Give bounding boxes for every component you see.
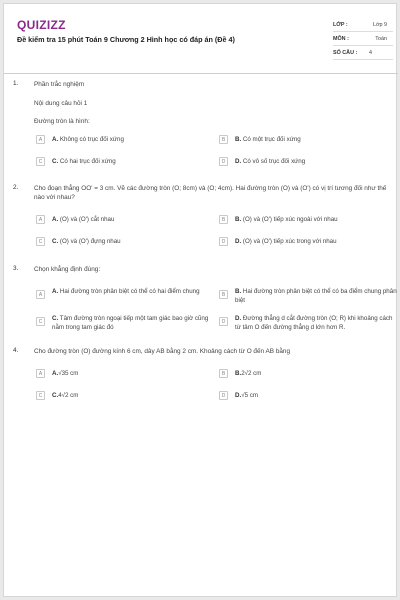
question-text: Chọn khẳng định đúng: (34, 266, 101, 273)
option-text: (O) và (O') cắt nhau (59, 216, 115, 223)
meta-value: 4 (369, 50, 372, 56)
option-key: B. (235, 370, 242, 377)
option-letter-box: C (36, 391, 45, 400)
option-letter-box: C (36, 317, 45, 326)
page-title: Đề kiểm tra 15 phút Toán 9 Chương 2 Hình học có đáp án (Đề 4) (17, 35, 235, 44)
option-letter-box: C (36, 237, 45, 246)
option-key: D. (235, 158, 242, 165)
option-text: Hai đường tròn phân biệt có thể có ba điểm chung phân biệt (235, 288, 397, 304)
option-letter-box: B (219, 135, 228, 144)
option-key: D. (235, 392, 242, 399)
question-text: Cho đường tròn (O) đường kính 6 cm, dây AB bằng 2 cm. Khoảng cách từ O đến AB bằng (34, 348, 291, 355)
option-letter-box: A (36, 215, 45, 224)
option-letter-box: D (219, 157, 228, 166)
option-text: 4√2 cm (58, 392, 79, 399)
option-key: A. (52, 136, 59, 143)
question-number: 3. (13, 265, 19, 272)
option-text: √35 cm (58, 370, 79, 377)
option-letter-box: D (219, 317, 228, 326)
option-text: Có một trục đối xứng (242, 136, 301, 143)
option-key: B. (235, 136, 242, 143)
option-key: C. (52, 158, 59, 165)
option-letter-box: C (36, 157, 45, 166)
meta-label: SỐ CÂU : (333, 50, 358, 56)
option-key: A. (52, 216, 59, 223)
meta-row-subject (333, 32, 393, 46)
option-key: C. (52, 238, 59, 245)
meta-label: MÔN : (333, 36, 349, 42)
option-key: D. (235, 238, 242, 245)
option-text: √5 cm (241, 392, 258, 399)
option-text: Đường thẳng d cắt đường tròn (O; R) khi khoảng cách từ tâm O đến đường thẳng d lớn hơn R. (235, 315, 393, 331)
option-text: (O) và (O') tiếp xúc trong với nhau (242, 238, 337, 245)
option-key: A. (52, 288, 59, 295)
option-key: C. (52, 392, 59, 399)
option-text: Không có trục đối xứng (59, 136, 124, 143)
question-number: 4. (13, 347, 19, 354)
question-text: Phần trắc nghiệm (34, 81, 85, 88)
option-text: Có hai trục đối xứng (59, 158, 116, 165)
question-number: 2. (13, 184, 19, 191)
option-letter-box: D (219, 391, 228, 400)
option-letter-box: A (36, 369, 45, 378)
header-divider (4, 73, 398, 74)
quizizz-logo: QUIZIZZ (17, 18, 66, 32)
question-text: Đường tròn là hình: (34, 118, 90, 125)
option-text: Hai đường tròn phân biệt có thể có hai điểm chung (59, 288, 200, 295)
option-key: C. (52, 315, 59, 322)
option-text: Có vô số trục đối xứng (242, 158, 306, 165)
option-letter-box: A (36, 135, 45, 144)
option-text: Tâm đường tròn ngoại tiếp một tam giác bao giờ cũng nằm trong tam giác đó (52, 315, 209, 331)
option-text: (O) và (O') tiếp xúc ngoài với nhau (242, 216, 338, 223)
question-text: Cho đoạn thẳng OO' = 3 cm. Vẽ các đường tròn (O; 8cm) và (O; 4cm). Hai đường tròn (O) và (O') có vị trí tương đối như thế nào với nhau? (34, 185, 387, 201)
option-letter-box: B (219, 215, 228, 224)
question-number: 1. (13, 80, 19, 87)
question-text: Nội dung câu hỏi 1 (34, 100, 88, 107)
option-letter-box: A (36, 290, 45, 299)
meta-table (333, 18, 393, 60)
meta-value: Lớp 9 (372, 22, 387, 28)
option-key: B. (235, 288, 242, 295)
meta-label: LỚP : (333, 22, 348, 28)
option-key: D. (235, 315, 242, 322)
meta-row-class (333, 18, 393, 32)
worksheet-page (3, 3, 397, 597)
meta-value: Toán (375, 36, 387, 42)
meta-row-count (333, 46, 393, 60)
worksheet-header (17, 14, 387, 68)
option-key: A. (52, 370, 59, 377)
option-text: 2√2 cm (241, 370, 262, 377)
option-letter-box: D (219, 237, 228, 246)
option-text: (O) và (O') đựng nhau (59, 238, 121, 245)
option-letter-box: B (219, 369, 228, 378)
option-key: B. (235, 216, 242, 223)
option-letter-box: B (219, 290, 228, 299)
